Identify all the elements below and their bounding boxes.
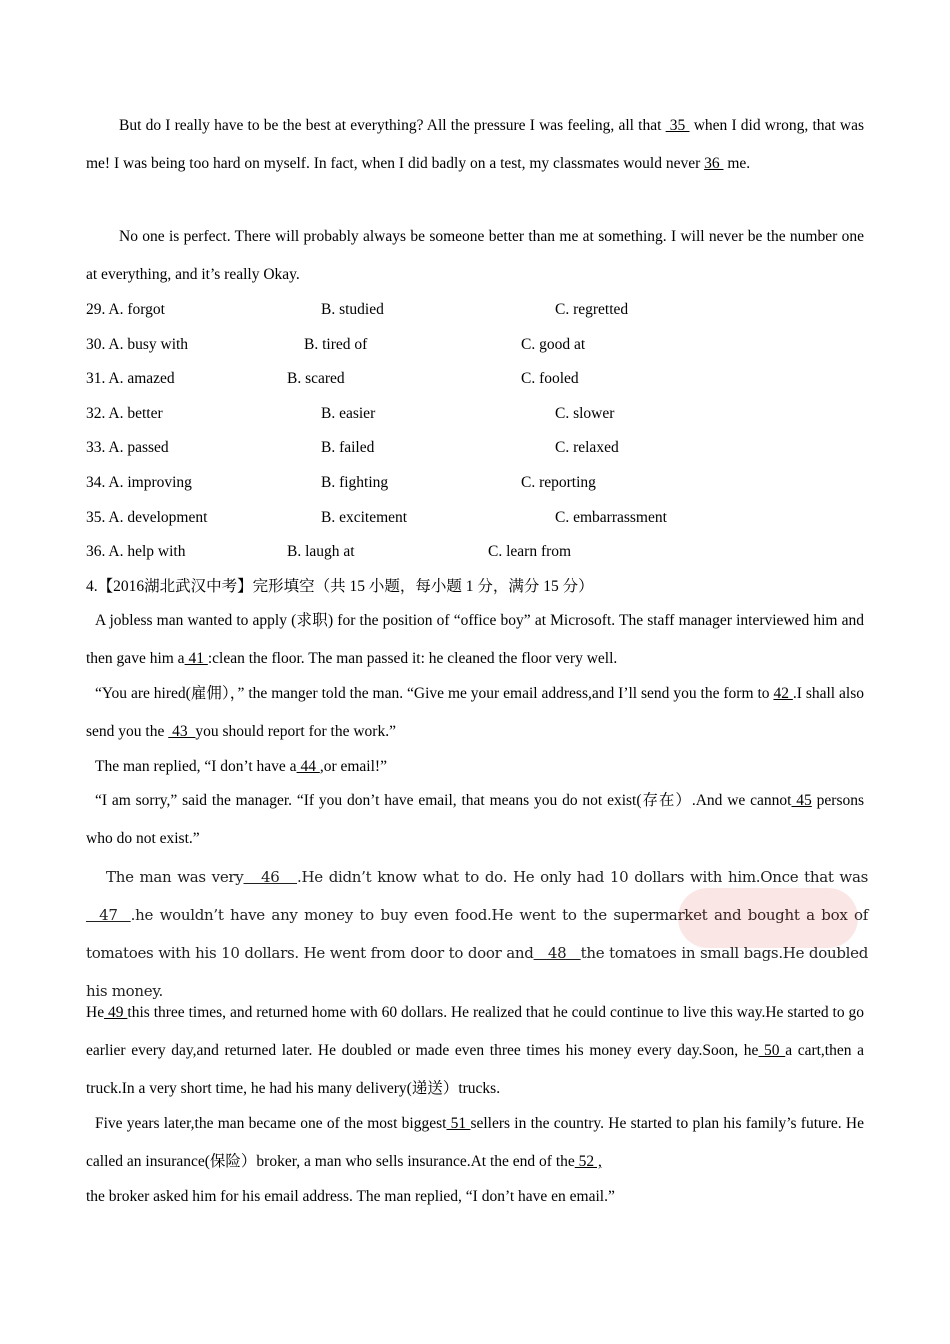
option-c: C. learn from (488, 543, 572, 560)
option-row (86, 300, 864, 320)
blank-41: 41 (184, 650, 208, 667)
blank-48: 48 (533, 944, 581, 962)
option-a: 31. A. amazed (86, 370, 175, 387)
blank-45: 45 (791, 792, 812, 809)
text: A jobless man wanted to apply (求职) for the position of “office boy” at Microsoft. The staff manager interviewed him and then gave him a (86, 612, 864, 667)
option-b: B. fighting (321, 474, 389, 491)
blank-50: 50 (758, 1042, 786, 1059)
option-b: B. studied (321, 301, 384, 318)
passage-paragraph (86, 602, 864, 678)
text: Five years later,the man became one of the most biggest (95, 1115, 447, 1132)
text: the tomatoes in small bags.He doubled his money. (86, 944, 868, 1000)
blank-44: 44 (296, 758, 320, 775)
blank-43: 43 (168, 723, 196, 740)
option-c: C. relaxed (555, 439, 619, 456)
watermark-stamp (678, 888, 858, 948)
text: .I shall also send you the (86, 685, 865, 740)
option-row (86, 508, 864, 528)
option-c: C. slower (555, 405, 615, 422)
text: :clean the floor. The man passed it: he cleaned the floor very well. (207, 650, 618, 667)
option-c: C. good at (521, 336, 586, 353)
text: sellers in the country. He started to plan his family’s future. He called an insurance(保险）broker, a man who sells insurance.At the end of the (86, 1115, 864, 1170)
option-b: B. easier (321, 405, 376, 422)
blank-49: 49 (104, 1004, 128, 1021)
option-a: 35. A. development (86, 509, 208, 526)
passage-paragraph: the broker asked him for his email address. The man replied, “I don’t have en email.” (86, 1188, 615, 1205)
text: me. (723, 155, 751, 172)
text: persons who do not exist.” (86, 792, 865, 847)
text: “I am sorry,” said the manager. “If you don’t have email, that means you do not exist(存在）.And we cannot (95, 792, 792, 809)
text: .He didn’t know what to do. He only had 10 dollars with him.Once that was (297, 868, 868, 886)
text: “You are hired(雇佣），” the manger told the man. “Give me your email address,and I’ll send you the form to (95, 685, 774, 702)
option-b: B. excitement (321, 509, 408, 526)
text: .he wouldn’t have any money to buy even food.He went to the supermarket and bought a box of tomatoes with his 10 dollars. He went from door to door and (86, 906, 869, 962)
passage-paragraph: No one is perfect. There will probably always be someone better than me at something. I will never be the number one at everything, and it’s really Okay. (86, 228, 864, 283)
blank-51: 51 (446, 1115, 471, 1132)
option-a: 33. A. passed (86, 439, 169, 456)
option-c: C. embarrassment (555, 509, 667, 526)
text: when I did wrong, that was me! I was being too hard on myself. In fact, when I did badly on a test, my classmates would never (86, 117, 865, 172)
option-c: C. fooled (521, 370, 579, 387)
scanned-paragraph-image (86, 858, 869, 1000)
text: The man was very (106, 868, 244, 886)
passage-paragraph (86, 994, 864, 1108)
option-b: B. scared (287, 370, 345, 387)
text: you should report for the work.” (195, 723, 396, 740)
option-c: C. reporting (521, 474, 596, 491)
text: a cart,then a truck.In a very short time, he had his many delivery(递送）trucks. (86, 1042, 864, 1097)
section-title: 4.【2016湖北武汉中考】完形填空（共 15 小题，每小题 1 分，满分 15 分） (86, 578, 594, 595)
passage-paragraph (86, 782, 864, 858)
blank-47: 47 (86, 906, 131, 924)
option-row (86, 335, 864, 355)
option-row (86, 404, 864, 424)
passage-paragraph (86, 1105, 864, 1181)
option-row (86, 542, 864, 562)
blank-36: 36 (704, 155, 724, 172)
text: The man replied, “I don’t have a (95, 758, 297, 775)
text: ,or email!” (319, 758, 387, 775)
text: But do I really have to be the best at everything? All the pressure I was feeling, all that (119, 117, 666, 134)
option-a: 32. A. better (86, 405, 163, 422)
blank-52: 52 , (574, 1153, 602, 1170)
option-b: B. tired of (304, 336, 368, 353)
passage-paragraph (95, 757, 387, 777)
option-a: 34. A. improving (86, 474, 192, 491)
option-a: 36. A. help with (86, 543, 186, 560)
option-b: B. failed (321, 439, 375, 456)
blank-46: 46 (243, 868, 298, 886)
option-b: B. laugh at (287, 543, 355, 560)
option-row (86, 438, 864, 458)
blank-42: 42 (773, 685, 793, 702)
passage-paragraph (86, 107, 864, 183)
text: this three times, and returned home with 60 dollars. He realized that he could continue to live this way.He started to go earlier every day,and returned later. He doubled or made even three times his money every day.Soon, he (86, 1004, 865, 1059)
text: He (86, 1004, 105, 1021)
option-row (86, 369, 864, 389)
passage-paragraph (86, 675, 864, 751)
option-a: 29. A. forgot (86, 301, 165, 318)
option-row (86, 473, 864, 493)
option-c: C. regretted (555, 301, 629, 318)
option-a: 30. A. busy with (86, 336, 189, 353)
blank-35: 35 (665, 117, 690, 134)
